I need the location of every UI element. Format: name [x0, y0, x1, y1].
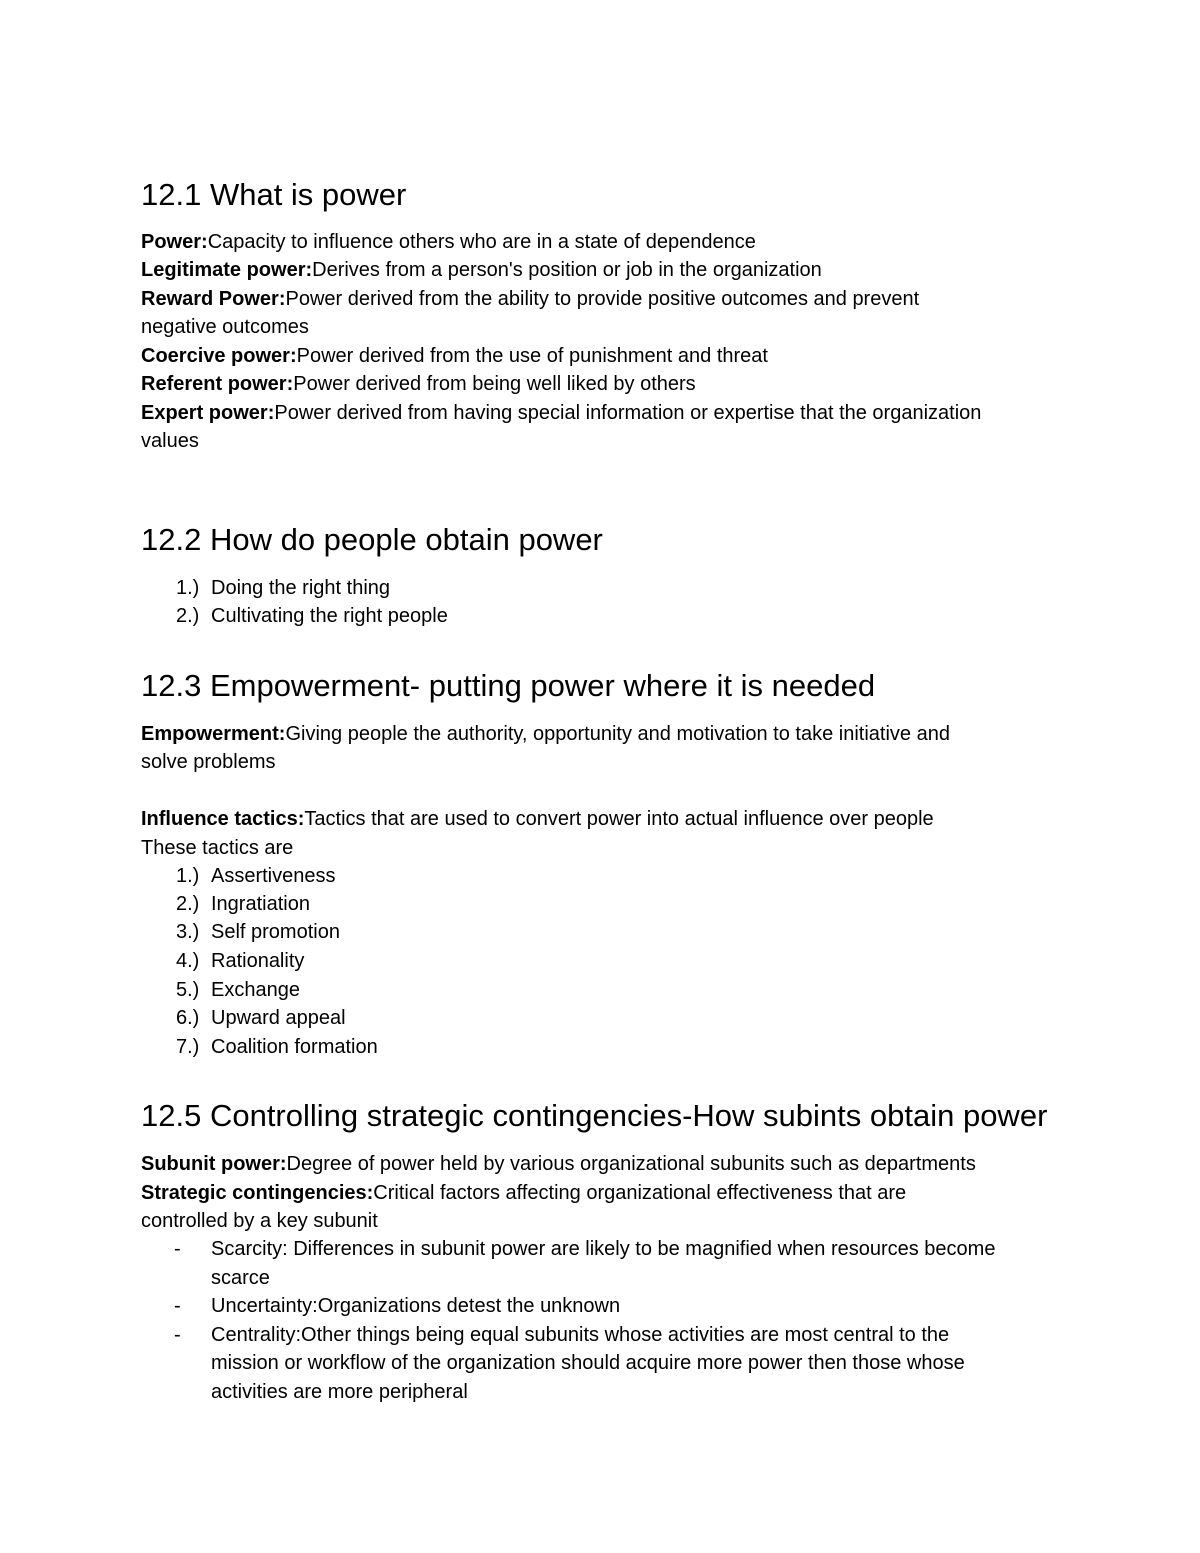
list-number: 4.): [176, 950, 200, 972]
term: Power:: [141, 231, 208, 253]
list-text: Coalition formation: [211, 1036, 378, 1058]
list-number: 1.): [176, 865, 200, 887]
dash-bullet: -: [174, 1324, 181, 1346]
definition-influence-tactics: [141, 805, 934, 833]
term: Subunit power:: [141, 1153, 287, 1175]
list-number: 5.): [176, 979, 200, 1001]
bullet-text: Uncertainty:Organizations detest the unknown: [211, 1295, 621, 1317]
definition-text: Power derived from the use of punishment and threat: [296, 345, 768, 367]
term: Empowerment:: [141, 723, 286, 745]
definition-continuation: solve problems: [141, 751, 276, 773]
dash-bullet: -: [174, 1238, 181, 1260]
definition-text: Degree of power held by various organizational subunits such as departments: [286, 1153, 976, 1175]
definition-legitimate-power: [141, 256, 822, 284]
definition-coercive-power: [141, 342, 768, 370]
definition-expert-power: [141, 399, 981, 427]
list-text: Ingratiation: [211, 893, 310, 915]
definition-text: Tactics that are used to convert power into actual influence over people: [304, 808, 934, 830]
definition-text: Capacity to influence others who are in a state of dependence: [207, 231, 756, 253]
heading-12-3: 12.3 Empowerment- putting power where it is needed: [141, 668, 876, 703]
list-text: Assertiveness: [211, 865, 336, 887]
tactics-intro: These tactics are: [141, 837, 294, 859]
definition-subunit-power: [141, 1150, 976, 1178]
list-number: 1.): [176, 577, 200, 599]
list-number: 6.): [176, 1007, 200, 1029]
list-text: Cultivating the right people: [211, 605, 448, 627]
list-number: 3.): [176, 921, 200, 943]
bullet-text: activities are more peripheral: [211, 1381, 468, 1403]
list-text: Self promotion: [211, 921, 340, 943]
term: Strategic contingencies:: [141, 1182, 374, 1204]
bullet-text: mission or workflow of the organization should acquire more power then those whose: [211, 1352, 965, 1374]
term: Reward Power:: [141, 288, 286, 310]
list-text: Upward appeal: [211, 1007, 346, 1029]
list-text: Doing the right thing: [211, 577, 391, 599]
definition-strategic-contingencies: [141, 1179, 906, 1207]
definition-power: [141, 228, 756, 256]
bullet-text: Scarcity: Differences in subunit power are likely to be magnified when resources become: [211, 1238, 996, 1260]
term: Legitimate power:: [141, 259, 313, 281]
definition-continuation: controlled by a key subunit: [141, 1210, 378, 1232]
bullet-text: scarce: [211, 1267, 270, 1289]
definition-text: Power derived from having special information or expertise that the organization: [274, 402, 982, 424]
term: Expert power:: [141, 402, 275, 424]
list-number: 2.): [176, 605, 200, 627]
definition-text: Derives from a person's position or job in the organization: [312, 259, 822, 281]
list-number: 7.): [176, 1036, 200, 1058]
list-text: Rationality: [211, 950, 305, 972]
heading-12-2: 12.2 How do people obtain power: [141, 522, 603, 557]
definition-reward-power: [141, 285, 919, 313]
bullet-text: Centrality:Other things being equal subunits whose activities are most central to the: [211, 1324, 950, 1346]
definition-text: Giving people the authority, opportunity and motivation to take initiative and: [285, 723, 950, 745]
term: Referent power:: [141, 373, 294, 395]
list-number: 2.): [176, 893, 200, 915]
heading-12-1: 12.1 What is power: [141, 177, 407, 212]
term: Coercive power:: [141, 345, 297, 367]
definition-text: Power derived from being well liked by others: [293, 373, 696, 395]
definition-referent-power: [141, 370, 696, 398]
heading-12-5: 12.5 Controlling strategic contingencies-How subints obtain power: [141, 1098, 1048, 1133]
definition-text: Critical factors affecting organizational effectiveness that are: [373, 1182, 907, 1204]
term: Influence tactics:: [141, 808, 305, 830]
definition-empowerment: [141, 720, 950, 748]
definition-text: Power derived from the ability to provide positive outcomes and prevent: [285, 288, 920, 310]
list-text: Exchange: [211, 979, 300, 1001]
definition-continuation: negative outcomes: [141, 316, 309, 338]
dash-bullet: -: [174, 1295, 181, 1317]
definition-continuation: values: [141, 430, 199, 452]
